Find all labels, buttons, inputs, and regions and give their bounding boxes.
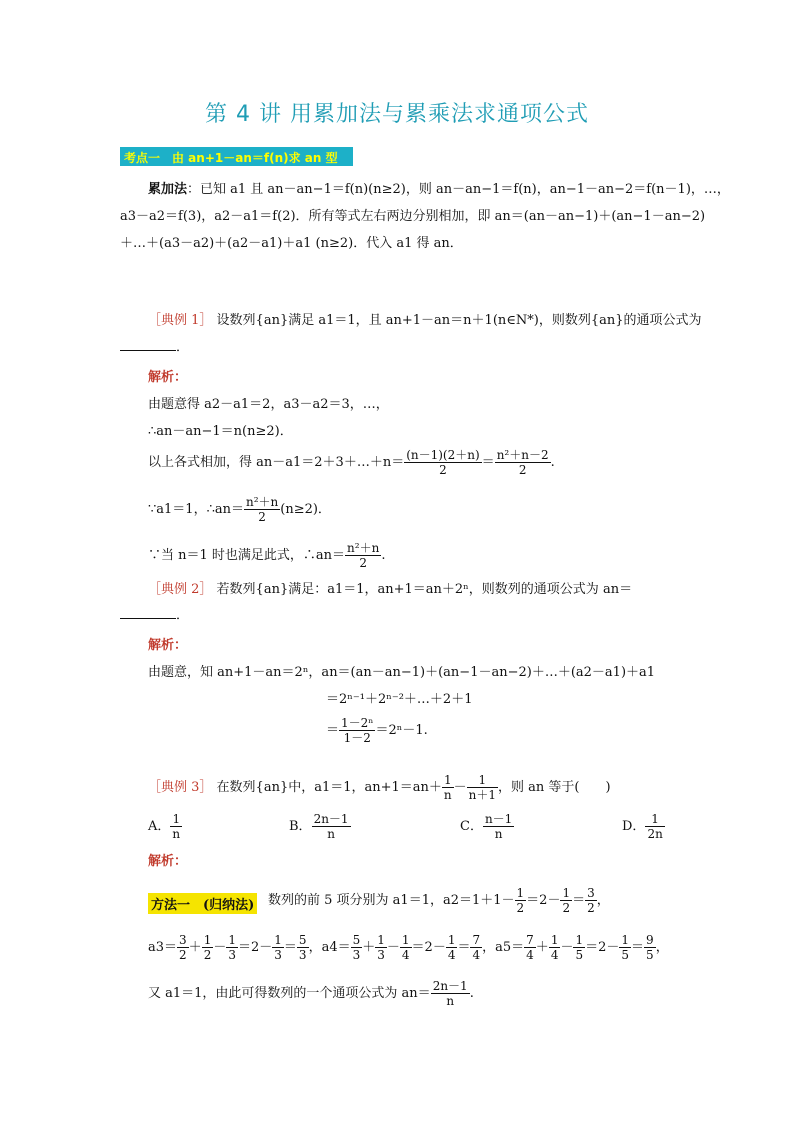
denominator: 1－2 [343,731,371,745]
numerator: 1 [447,933,456,947]
denominator: 3 [298,948,307,962]
numerator: 1 [203,933,212,947]
example-1-step-4 [148,495,331,524]
fraction [644,933,656,962]
answer-blank [120,338,176,351]
fraction [483,812,514,841]
denominator: 2 [359,556,367,570]
denominator: 2 [258,510,266,524]
fraction [515,886,527,915]
equals: ＝ [572,893,586,908]
step-text: ∵当 n＝1 时也满足此式，∴an＝ [148,548,346,563]
step-text: ＋ [188,940,202,955]
method-one-line-1 [268,886,610,915]
denominator: 2 [179,948,187,962]
denominator: n [443,788,452,802]
numerator: 1 [228,933,236,947]
denominator: 2 [439,463,447,477]
step-text: － [386,940,400,955]
numerator: 1 [621,933,630,947]
equals: ＝ [481,455,495,470]
step-text: ＝2－ [526,893,561,908]
denominator: n [494,827,503,841]
example-2-step-1: 由题意，知 an+1－an＝2ⁿ，an＝(an－an−1)＋(an−1－an−2)＋…＋(a2－a1)＋a1 [148,665,656,680]
denominator: 4 [401,948,410,962]
method-one-line-2 [148,933,669,962]
fraction [524,933,536,962]
fraction [573,933,585,962]
step-text: ∵a1＝1，∴an＝ [148,502,244,517]
denominator: 3 [274,948,282,962]
example-2-tag: ［典例 2］ [148,582,213,597]
denominator: 3 [352,948,361,962]
example-1-step-1: 由题意得 a2－a1＝2，a3－a2＝3，…， [148,397,389,412]
numerator: 1－2ⁿ [341,716,374,730]
period: . [381,548,386,563]
step-text: ＝2－ [237,940,273,955]
example-1-jiexi: 解析： [148,370,188,385]
example-2-step-3 [326,716,428,745]
example-2-blank-line: ． [120,606,189,626]
method-line-3: ＋…＋(a3－a2)＋(a2－a1)＋a1 (n≥2)．代入 a1 得 an． [120,236,463,251]
step-text: a3＝ [148,940,178,955]
method-line-2: a3－a2＝f(3)，a2－a1＝f(2)．所有等式左右两边分别相加，即 an＝(an－an−1)＋(an−1－an−2) [120,209,706,224]
denominator: n [327,827,335,841]
numerator: 7 [526,933,534,947]
option-b[interactable] [289,812,351,841]
question-text: 在数列{an}中，a1＝1，an+1＝an＋ [216,780,442,795]
example-1-text: 设数列{an}满足 a1＝1，且 an+1－an＝n＋1(n∈N*)，则数列{an}的通项公式为 [216,313,702,328]
numerator: 2n－1 [432,979,468,993]
numerator: n²＋n [347,541,380,555]
numerator: 1 [442,773,454,788]
denominator: 2 [587,901,595,915]
step-text: 又 a1＝1，由此可得数列的一个通项公式为 an＝ [148,986,431,1001]
fraction [560,886,572,915]
numerator: n²＋n [245,495,279,509]
page-title: 第 4 讲 用累加法与累乘法求通项公式 [205,102,589,127]
example-1-step-3 [148,448,555,477]
fraction [272,933,284,962]
step-text: ＋ [535,940,549,955]
example-2-text: 若数列{an}满足：a1＝1，an+1＝an＋2ⁿ，则数列的通项公式为 an＝ [216,582,633,597]
step-text: ＝ [283,940,297,955]
fraction [312,812,351,841]
example-1-blank-line: ． [120,338,189,358]
step-text: 数列的前 5 项分别为 a1＝1，a2＝1＋1－ [268,893,515,908]
numerator: 1 [645,812,664,827]
method-line-1 [148,180,730,200]
denominator: n [172,827,181,841]
step-text: － [560,940,574,955]
denominator: 4 [447,948,456,962]
numerator: n－1 [484,812,513,826]
denominator: 5 [575,948,584,962]
example-2-question [148,580,632,600]
section-label: 考点一 由 an+1－an＝f(n)求 an 型 [124,151,338,165]
fraction [351,933,363,962]
fraction [375,933,387,962]
method-text-1: ：已知 a1 且 an－an−1＝f(n)(n≥2)，则 an－an−1＝f(n)，an−1－an−2＝f(n－1)，…， [187,182,730,197]
numerator: 5 [352,933,361,947]
fraction [345,541,381,570]
period: . [469,986,474,1001]
example-2-jiexi: 解析： [148,638,188,653]
denominator: 2 [562,901,571,915]
equals: ＝ [326,723,340,738]
example-3-question [148,773,611,802]
denominator: 3 [228,948,236,962]
numerator: 1 [562,886,571,900]
fraction [226,933,238,962]
denominator: n＋1 [468,788,497,802]
numerator: 3 [179,933,187,947]
numerator: 1 [516,886,525,900]
step-text: (n≥2)． [280,502,331,517]
step-text: ＝ [457,940,471,955]
numerator: 2n－1 [313,812,349,826]
denominator: n [446,994,455,1008]
period: . [550,455,555,470]
fraction [170,812,182,841]
step-text: 以上各式相加，得 an－a1＝2＋3＋…＋n＝ [148,455,405,470]
example-1-tag: ［典例 1］ [148,313,213,328]
option-c[interactable] [460,812,514,841]
denominator: 4 [526,948,534,962]
numerator: 9 [646,933,654,947]
numerator: n²＋n－2 [496,448,549,462]
numerator: 1 [170,812,182,827]
step-text: ，a4＝ [308,940,351,955]
method-name: 累加法 [148,182,188,197]
option-d[interactable] [622,812,665,841]
fraction [442,773,454,802]
fraction [619,933,631,962]
numerator: 1 [274,933,282,947]
fraction [467,773,498,802]
example-1-step-2: ∴an－an−1＝n(n≥2)． [148,424,293,439]
denominator: 5 [646,948,654,962]
denominator: 4 [472,948,481,962]
fraction [495,448,551,477]
comma: ， [596,893,610,908]
denominator: 5 [621,948,630,962]
example-3-tag: ［典例 3］ [148,780,213,795]
answer-blank [120,606,176,619]
method-one-highlight: 方法一 (归纳法) [148,893,257,914]
option-letter: C． [460,819,483,834]
fraction [202,933,214,962]
option-letter: B． [289,819,312,834]
option-letter: D． [622,819,646,834]
fraction [244,495,280,524]
example-3-jiexi: 解析： [148,854,188,869]
step-text: ＝2－ [411,940,446,955]
fraction [585,886,597,915]
step-text: － [213,940,227,955]
method-one-line-3 [148,979,474,1008]
fraction [470,933,482,962]
question-text: ，则 an 等于( ) [498,780,611,795]
option-letter: A． [148,819,171,834]
example-1-step-5 [148,541,385,570]
example-1-question [148,311,702,331]
fraction [177,933,189,962]
denominator: 2n [647,827,663,841]
fraction [404,448,481,477]
minus: － [453,780,467,795]
numerator: 5 [298,933,307,947]
step-text: ＋ [362,940,376,955]
denominator: 3 [377,948,385,962]
fraction [645,812,664,841]
fraction [431,979,470,1008]
numerator: 1 [467,773,498,788]
step-text: ＝ [631,940,645,955]
numerator: 7 [472,933,481,947]
denominator: 2 [203,948,212,962]
example-2-step-2: ＝2ⁿ⁻¹＋2ⁿ⁻²＋…＋2＋1 [326,692,473,707]
fraction [297,933,309,962]
numerator: 1 [401,933,410,947]
step-text: ＝2－ [585,940,620,955]
numerator: 1 [575,933,584,947]
fraction [400,933,412,962]
numerator: 1 [377,933,385,947]
denominator: 4 [550,948,559,962]
fraction [339,716,375,745]
fraction [549,933,561,962]
step-text: ＝2ⁿ－1. [375,723,428,738]
step-text: ，a5＝ [482,940,525,955]
numerator: 1 [550,933,559,947]
option-a[interactable] [148,812,182,841]
numerator: (n－1)(2＋n) [406,448,480,462]
denominator: 2 [518,463,527,477]
denominator: 2 [516,901,525,915]
step-text: ， [655,940,669,955]
fraction [446,933,458,962]
numerator: 3 [587,886,595,900]
